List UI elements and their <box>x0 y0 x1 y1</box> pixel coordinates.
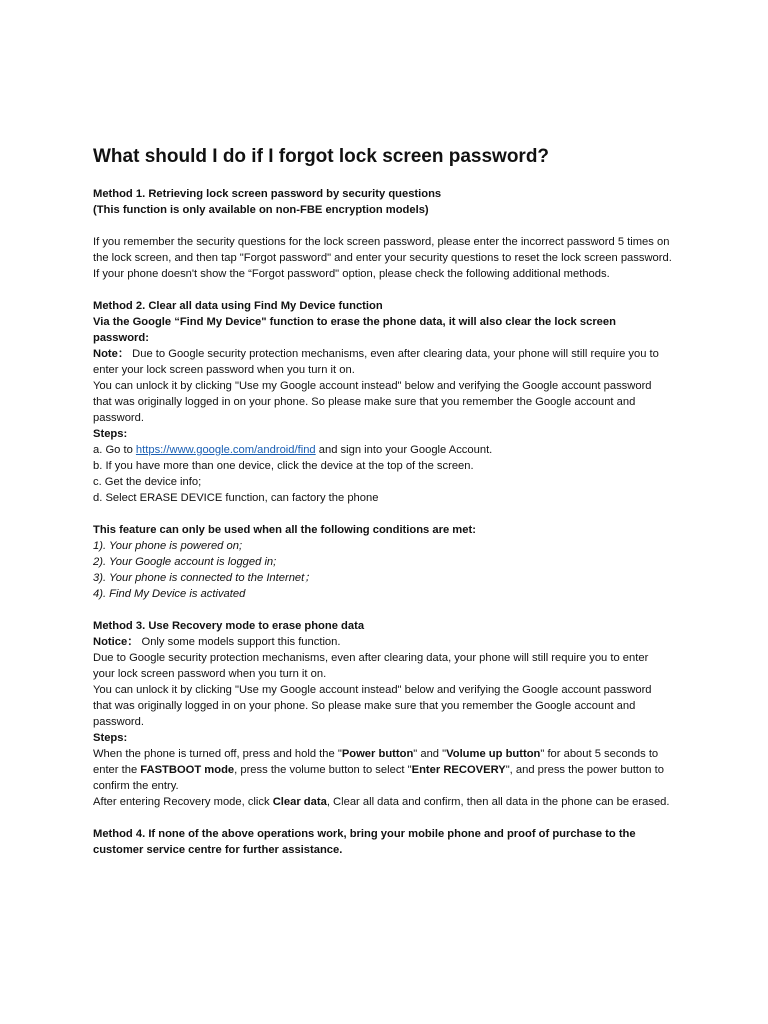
after-text: , Clear all data and confirm, then all data in the phone can be erased. <box>326 796 670 808</box>
method-2-subheading: Via the Google “Find My Device" function to erase the phone data, it will also clear the lock screen password: <box>93 316 616 344</box>
condition-item: 4). Find My Device is activated <box>93 588 246 600</box>
method-3-notice <box>93 634 672 650</box>
method-3-heading: Method 3. Use Recovery mode to erase phone data <box>93 620 365 632</box>
page-title: What should I do if I forgot lock screen password? <box>93 146 550 167</box>
step-text: When the phone is turned off, press and hold the " <box>93 748 342 760</box>
method-3-steps-label: Steps: <box>93 732 128 744</box>
notice-label: Notice： <box>93 636 139 648</box>
method-3-step <box>93 746 672 794</box>
find-my-device-link[interactable]: https://www.google.com/android/find <box>135 444 316 456</box>
method-1-heading: Method 1. Retrieving lock screen password by security questions <box>93 188 442 200</box>
clear-data-term: Clear data <box>272 796 327 808</box>
condition-item: 3). Your phone is connected to the Internet； <box>93 572 316 584</box>
method-3-unlock: You can unlock it by clicking "Use my Google account instead" below and verifying the Google account password that was originally logged in on your phone. So please make sure that you remember the Google account and password. <box>93 684 652 728</box>
step-text: " for about 5 seconds to enter the <box>93 748 659 776</box>
method-2-heading: Method 2. Clear all data using Find My Device function <box>93 300 383 312</box>
step-text: ", and press the power button to confirm the entry. <box>93 764 664 792</box>
power-button-term: Power button <box>341 748 414 760</box>
method-1-additional: If your phone doesn't show the “Forgot password" option, please check the following additional methods. <box>93 268 610 280</box>
note-text: Due to Google security protection mechanisms, even after clearing data, your phone will still require you to enter your lock screen password when you turn it on. <box>93 348 659 376</box>
method-3-paragraph: Due to Google security protection mechanisms, even after clearing data, your phone will still require you to enter your lock screen password when you turn it on. <box>93 652 649 680</box>
method-1-paragraph: If you remember the security questions for the lock screen password, please enter the incorrect password 5 times on the lock screen, and then tap "Forgot password" and enter your security questions to reset the lock screen password. <box>93 236 672 264</box>
volume-up-term: Volume up button <box>446 748 541 760</box>
method-2-step-a <box>93 442 672 458</box>
step-a-prefix: a. Go to <box>93 444 136 456</box>
method-4-heading: Method 4. If none of the above operations work, bring your mobile phone and proof of purchase to the customer service centre for further assistance. <box>93 828 636 856</box>
method-3-after <box>93 794 672 810</box>
method-2-note <box>93 346 672 378</box>
condition-item: 2). Your Google account is logged in; <box>93 556 277 568</box>
conditions-heading: This feature can only be used when all the following conditions are met: <box>93 524 476 536</box>
fastboot-term: FASTBOOT mode <box>140 764 235 776</box>
method-1-subheading: (This function is only available on non-FBE encryption models) <box>93 204 429 216</box>
notice-text: Only some models support this function. <box>138 636 341 648</box>
step-text: , press the volume button to select " <box>234 764 412 776</box>
method-2-step-c: c. Get the device info; <box>93 476 202 488</box>
recovery-term: Enter RECOVERY <box>411 764 506 776</box>
after-text: After entering Recovery mode, click <box>93 796 273 808</box>
method-2-step-b: b. If you have more than one device, click the device at the top of the screen. <box>93 460 474 472</box>
step-a-suffix: and sign into your Google Account. <box>315 444 493 456</box>
condition-item: 1). Your phone is powered on; <box>93 540 243 552</box>
method-2-unlock: You can unlock it by clicking "Use my Google account instead" below and verifying the Google account password that was originally logged in on your phone. So please make sure that you remember the Google account and password. <box>93 380 652 424</box>
method-2-step-d: d. Select ERASE DEVICE function, can factory the phone <box>93 492 379 504</box>
step-text: " and " <box>413 748 447 760</box>
method-2-steps-label: Steps: <box>93 428 128 440</box>
note-label: Note： <box>93 348 130 360</box>
